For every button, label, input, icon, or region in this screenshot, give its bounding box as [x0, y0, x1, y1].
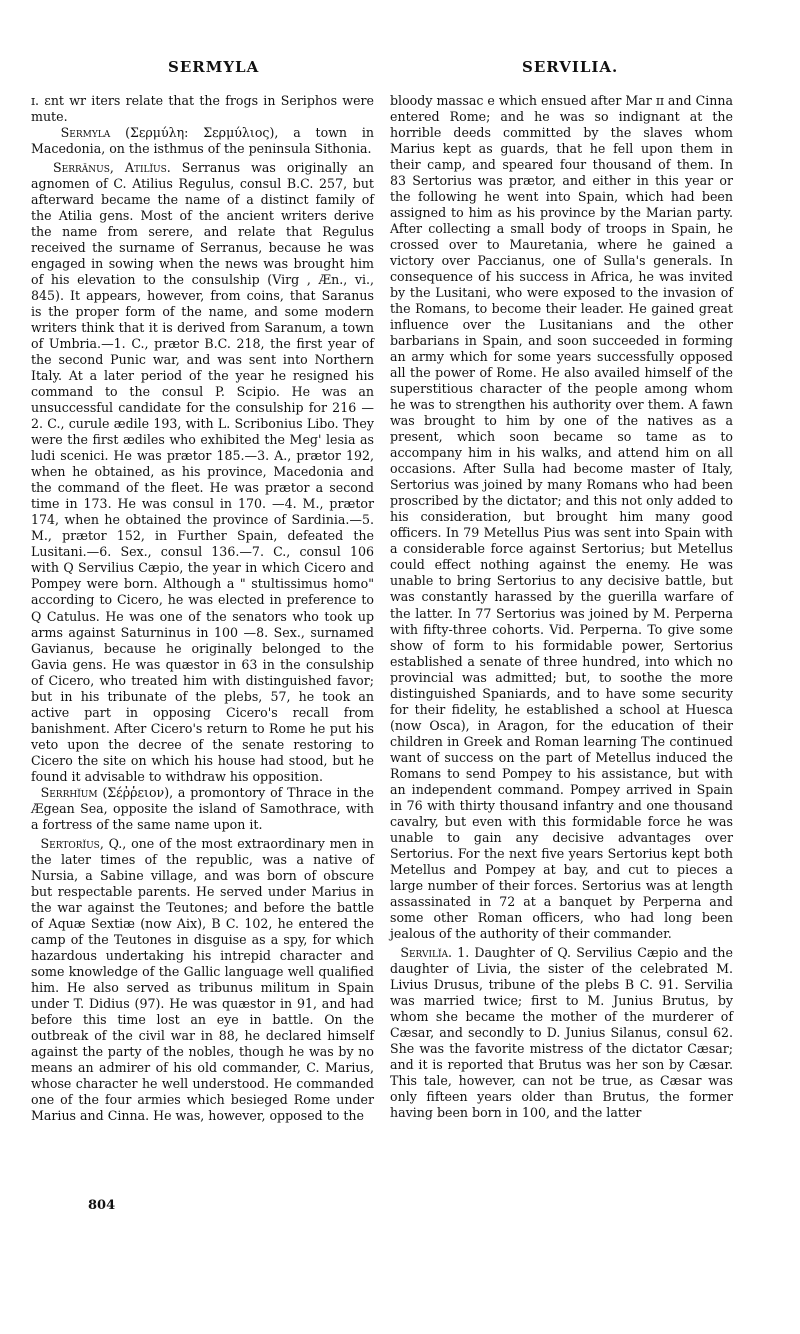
entry-serrhium: [31, 785, 374, 833]
entry-sertorius-continued: bloody massac e which ensued after Mar ɪɪ and Cinna entered Rome; and he was so indignant at the horrible deeds committed by the slaves whom Marius kept as guards, that he fell upon them in their camp, and speared four thousand of them. In 83 Sertorius was prætor, and either in this year or the following he went into Spain, which had been assigned to him as his province by the Marian party. After collecting a small body of troops in Spain, he crossed over to Mauretania, where he gained a victory over Paccianus, one of Sulla's generals. In consequence of his success in Africa, he was invited by the Lusitani, who were exposed to the invasion of the Romans, to become their leader. He gained great influence over the Lusitanians and the other barbarians in Spain, and soon succeeded in forming an army which for some years successfully opposed all the power of Rome. He also availed himself of the superstitious character of the people among whom he was to strengthen his authority over them. A fawn was brought to him by one of the natives as a present, which soon became so tame as to accompany him in his walks, and attend him on all occasions. After Sulla had become master of Italy, Sertorius was joined by many Romans who had been proscribed by the dictator; and this not only added to his consideration, but brought him many good officers. In 79 Metellus Pius was sent into Spain with a considerable force against Sertorius; but Metellus could effect nothing against the enemy. He was unable to bring Sertorius to any decisive battle, but was constantly harassed by the guerilla warfare of the latter. In 77 Sertorius was joined by M. Perperna with fifty-three cohorts. Vid. Perperna. To give some show of form to his formidable power, Sertorius established a senate of three hundred, into which no provincial was admitted; but, to soothe the more distinguished Spaniards, and to have some security for their fidelity, he established a school at Huesca (now Osca), in Aragon, for the education of their children in Greek and Roman learning The continued want of success on the part of Metellus induced the Romans to send Pompey to his assistance, but with an independent command. Pompey arrived in Spain in 76 with thirty thousand infantry and one thousand cavalry, but even with this formidable force he was unable to gain any decisive advantages over Sertorius. For the next five years Sertorius kept both Metellus and Pompey at bay, and cut to pieces a large number of their forces. Sertorius was at length assassinated in 72 at a banquet by Perperna and some other Roman officers, who had long been jealous of the authority of their commander.: [390, 93, 733, 941]
entry-body: 1. Daughter of Q. Servilius Cæpio and the daughter of Livia, the sister of the celebrated M. Livius Drusus, tribune of the plebs B C. 91. Servilia was married twice; first to M. Junius Brutus, by whom she became the mother of the murderer of Cæsar, and secondly to D. Junius Silanus, consul 62. She was the favorite mistress of the dictator Cæsar; and it is reported that Brutus was her son by Cæsar. This tale, however, can not be true, as Cæsar was only fifteen years older than Brutus, the former having been born in 100, and the latter: [390, 944, 733, 1120]
entry-body: (Σέῤῥειον), a promontory of Thrace in the Ægean Sea, opposite the island of Samothrace, with a fortress of the same name upon it.: [31, 784, 374, 832]
running-head-right: SERVILIA.: [522, 58, 619, 76]
running-head-left: SERMYLA: [168, 58, 260, 76]
left-column: [31, 93, 374, 1124]
entry-sermyla: [31, 125, 374, 157]
entry-continuation: ɪ. ɛnt wr iters relate that the frogs in Seriphos were mute.: [31, 93, 374, 125]
entry-serranus: [31, 160, 374, 785]
entry-head: Serrānus, Atilĭus.: [53, 160, 171, 176]
entry-servilia: [390, 945, 733, 1121]
page-number: 804: [88, 1198, 116, 1213]
entry-head: Sertorĭus, Q.,: [40, 835, 127, 851]
right-column: [390, 93, 733, 1121]
entry-head: Serrhĭum: [40, 784, 98, 800]
entry-body: Serranus was originally an agnomen of C. Atilius Regulus, consul B.C. 257, but afterward became the name of a distinct family of the Atilia gens. Most of the ancient writers derive the name from serere, and relate that Regulus received the surname of Serranus, because he was engaged in sowing when the news was brought him of his elevation to the consulship (Virg , Æn., vi., 845). It appears, however, from coins, that Saranus is the proper form of the name, and some modern writers think that it is derived from Saranum, a town of Umbria.—1. C., prætor B.C. 218, the first year of the second Punic war, and was sent into Northern Italy. At a later period of the year he resigned his command to the consul P. Scipio. He was an unsuccessful candidate for the consulship for 216 —2. C., curule ædile 193, with L. Scribonius Libo. They were the first ædiles who exhibited the Meg' lesia as ludi scenici. He was prætor 185.—3. A., prætor 192, when he obtained, as his province, Macedonia and the command of the fleet. He was prætor a second time in 173. He was consul in 170. —4. M., prætor 174, when he obtained the province of Sardinia.—5. M., prætor 152, in Further Spain, defeated the Lusitani.—6. Sex., consul 136.—7. C., consul 106 with Q Servilius Cæpio, the year in which Cicero and Pompey were born. Although a " stultissimus homo" according to Cicero, he was elected in preference to Q Catulus. He was one of the senators who took up arms against Saturninus in 100 —8. Sex., surnamed Gavianus, because he originally belonged to the Gavia gens. He was quæstor in 63 in the consulship of Cicero, who treated him with distinguished favor; but in his tribunate of the plebs, 57, he took an active part in opposing Cicero's recall from banishment. After Cicero's return to Rome he put his veto upon the decree of the senate restoring to Cicero the site on which his house had stood, but he found it advisable to withdraw his opposition.: [31, 160, 374, 784]
entry-body: (Σερμύλη: Σερμύλιος), a town in Macedonia, on the isthmus of the peninsula Sithonia.: [31, 125, 374, 157]
entry-sertorius: [31, 836, 374, 1124]
entry-body: one of the most extraordinary men in the later times of the republic, was a native of Nursia, a Sabine village, and was born of obscure but respectable parents. He served under Marius in the war against the Teutones; and before the battle of Aquæ Sextiæ (now Aix), B C. 102, he entered the camp of the Teutones in disguise as a spy, for which hazardous undertaking his intrepid character and some knowledge of the Gallic language well qualified him. He also served as tribunus militum in Spain under T. Didius (97). He was quæstor in 91, and had before this time lost an eye in battle. On the outbreak of the civil war in 88, he declared himself against the party of the nobles, though he was by no means an admirer of his old commander, C. Marius, whose character he well understood. He commanded one of the four armies which besieged Rome under Marius and Cinna. He was, however, opposed to the: [31, 835, 374, 1123]
entry-head: Sermyla: [60, 125, 111, 141]
entry-head: Servilĭa.: [400, 944, 453, 960]
